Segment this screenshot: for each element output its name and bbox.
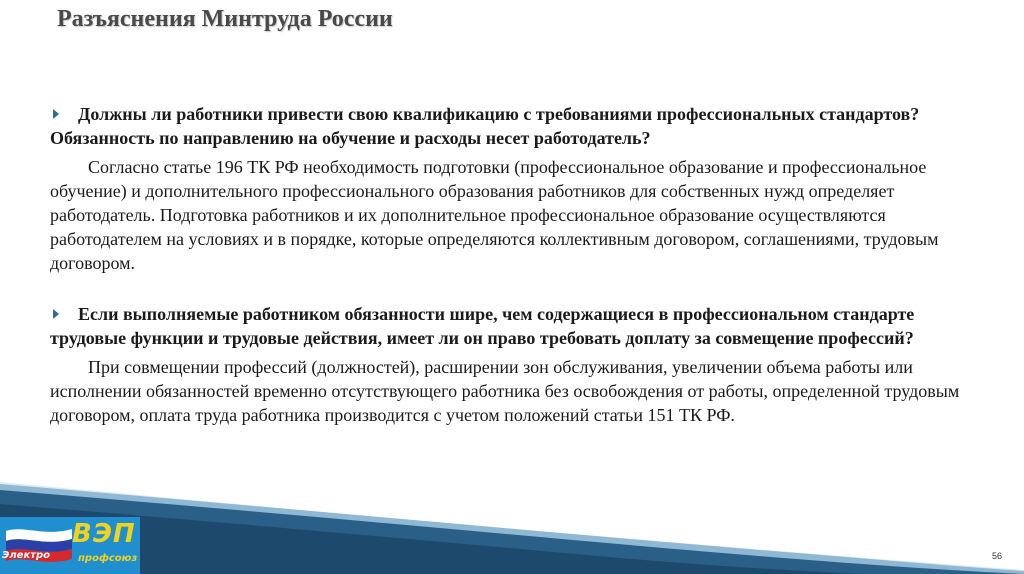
page-number: 56 — [992, 551, 1003, 561]
question-2-text: Если выполняемые работником обязанности шире, чем содержащиеся в профессиональном стандарте трудовые функции и трудовые действия, имеет ли он право требовать доплату за совмещение профессий? — [50, 304, 915, 348]
qa-item-1 — [50, 102, 980, 275]
question-2 — [50, 302, 980, 350]
electroprofsoyuz-logo — [0, 517, 140, 574]
question-1-text: Должны ли работники привести свою квалификацию с требованиями профессиональных стандартов? Обязанность по направлению на обучение и расходы несет работодатель? — [50, 104, 920, 148]
logo-caption-1: Электро — [2, 550, 51, 561]
question-1 — [50, 102, 980, 150]
slide-title: Разъяснения Минтруда России — [57, 6, 393, 32]
qa-item-2 — [50, 302, 980, 427]
slide-content — [50, 102, 980, 427]
answer-2: При совмещении профессий (должностей), расширении зон обслуживания, увеличении объема работы или исполнении обязанностей временно отсутствующего работника без освобождения от работы, определенной трудовым договором, оплата труда работника производится с учетом положений статьи 151 ТК РФ. — [50, 357, 960, 425]
logo-caption-2: профсоюз — [78, 553, 138, 564]
triangle-right-icon — [53, 309, 59, 319]
flag-icon — [4, 523, 74, 569]
decorative-swoosh — [0, 470, 1024, 574]
triangle-right-icon — [53, 109, 59, 119]
logo-mark: ВЭП — [72, 519, 136, 549]
answer-1: Согласно статье 196 ТК РФ необходимость подготовки (профессиональное образование и профессиональное обучение) и дополнительного профессионального образования работников для собственных нужд определяет работодатель. Подготовка работников и их дополнительное профессиональное образование осуществляются работодателем на условиях и в порядке, которые определяются коллективным договором, соглашениями, трудовым договором. — [50, 157, 939, 273]
